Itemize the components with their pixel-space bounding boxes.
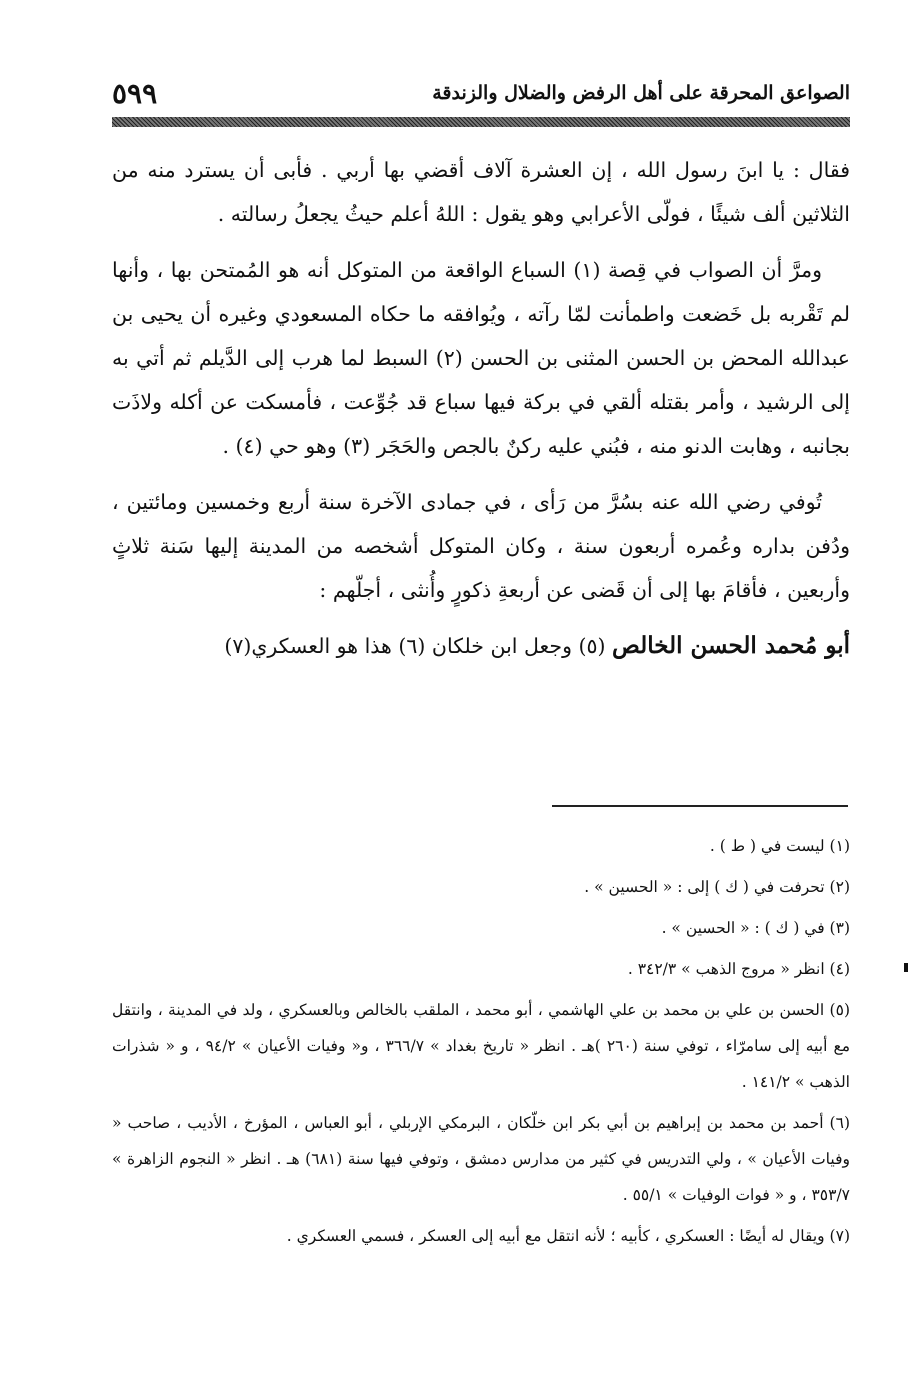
running-title: الصواعق المحرقة على أهل الرفض والضلال والزندقة: [432, 82, 850, 104]
footnote-1: (١) ليست في ( ط ) .: [709, 837, 850, 855]
footnote-2: (٢) تحرفت في ( ك ) إلى : « الحسين » .: [584, 878, 850, 896]
scan-mark: [904, 963, 908, 972]
footnotes: [112, 828, 850, 1259]
paragraph-4: [112, 624, 850, 668]
footnote-3: (٣) في ( ك ) : « الحسين » .: [661, 919, 850, 937]
main-text: [112, 148, 850, 668]
footnote-7: (٧) ويقال له أيضًا : العسكري ، كأبيه ؛ لأنه انتقل مع أبيه إلى العسكر ، فسمي العسكري .: [286, 1227, 850, 1245]
footnote-6: (٦) أحمد بن محمد بن إبراهيم بن أبي بكر ابن خلّكان ، البرمكي الإربلي ، أبو العباس ، المؤرخ ، الأديب ، صاحب « وفيات الأعيان » ، ولي التدريس في كثير من مدارس دمشق ، وتوفي فيها سنة (٦٨١) هـ . انظر « النجوم الزاهرة » ٣٥٣/٧ ، و « فوات الوفيات » ٥٥/١ .: [112, 1114, 850, 1204]
paragraph-4-rest: (٥) وجعل ابن خلكان (٦) هذا هو العسكري(٧): [224, 634, 613, 658]
header-divider: [112, 117, 850, 127]
paragraph-2: ومرَّ أن الصواب في قِصة (١) السباع الواقعة من المتوكل أنه هو المُمتحن بها ، وأنها لم تَقْربه بل خَضعت واطمأنت لمّا رآته ، ويُوافقه ما حكاه المسعودي وغيره أن يحيى بن عبدالله المحض بن الحسن المثنى بن الحسن (٢) السبط لما هرب إلى الدَّيلم ثم أتي به إلى الرشيد ، وأمر بقتله ألقي في بركة فيها سباع قد جُوِّعت ، فأمسكت عن أكله ولاذَت بجانبه ، وهابت الدنو منه ، فبُني عليه ركنٌ بالجص والحَجَر (٣) وهو حي (٤) .: [112, 258, 850, 458]
paragraph-1: فقال : يا ابنَ رسول الله ، إن العشرة آلاف أقضي بها أربي . فأبى أن يسترد منه من الثلاثين ألف شيئًا ، فولّى الأعرابي وهو يقول : اللهُ أعلم حيثُ يجعلُ رسالته .: [112, 158, 850, 226]
bold-name: أبو مُحمد الحسن الخالص: [612, 632, 850, 659]
page-header: [112, 70, 850, 116]
footnote-5: (٥) الحسن بن علي بن محمد بن علي الهاشمي ، أبو محمد ، الملقب بالخالص وبالعسكري ، ولد في المدينة ، وانتقل مع أبيه إلى سامرّاء ، توفي سنة (٢٦٠ )هـ . انظر « تاريخ بغداد » ٣٦٦/٧ ، و« وفيات الأعيان » ٩٤/٢ ، و « شذرات الذهب » ١٤١/٢ .: [112, 1001, 850, 1091]
footnote-4: (٤) انظر « مروج الذهب » ٣٤٢/٣ .: [627, 960, 850, 978]
page-number: ٥٩٩: [112, 76, 158, 110]
paragraph-3: تُوفي رضي الله عنه بسُرَّ من رَأى ، في جمادى الآخرة سنة أربع وخمسين ومائتين ، ودُفن بداره وعُمره أربعون سنة ، وكان المتوكل أشخصه من المدينة إليها سَنة ثلاثٍ وأربعين ، فأقامَ بها إلى أن قَضى عن أربعةِ ذكورٍ وأُنثى ، أجلّهم :: [112, 490, 850, 602]
footnote-separator: [552, 805, 848, 807]
